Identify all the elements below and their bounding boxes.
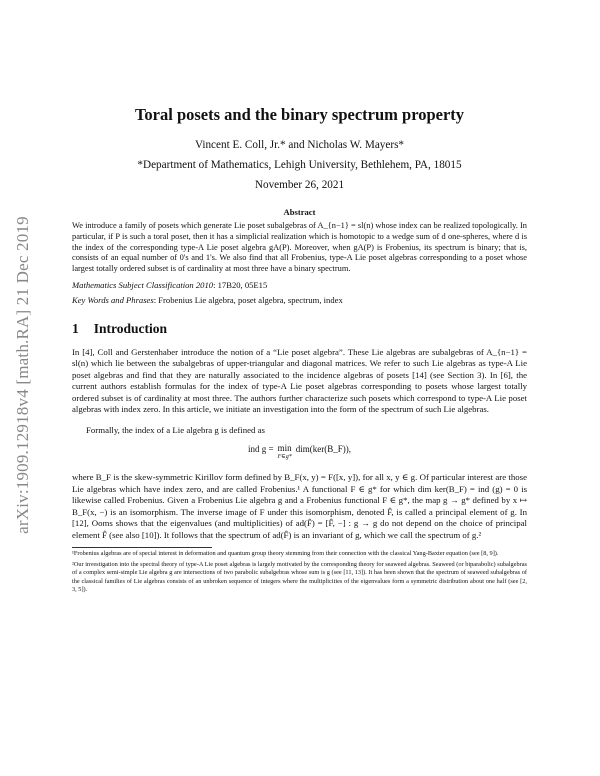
msc-label: Mathematics Subject Classification 2010	[72, 279, 214, 290]
footnote-2: ²Our investigation into the spectral theory of type-A Lie poset algebras is largely motivated by the corresponding theory for seaweed algebras. Seaweed (or biparabolic) subalgebras of a complex semi-simple Lie algebra g are intersections of two parabolic subalgebras whose sum is g (see [11, 13]). It has been shown that the spectrum of seaweed subalgebras of the classical families of Lie algebras consists of an unbroken sequence of integers where the multiplicities of the eigenvalues form a symmetric distribution about one half (see [2, 3, 5]).	[72, 560, 527, 594]
keywords-line	[72, 295, 527, 305]
equation-rhs: dim(ker(B_F)),	[295, 444, 351, 455]
author-list: Vincent E. Coll, Jr.* and Nicholas W. Mayers*	[194, 139, 405, 151]
paper-title: Toral posets and the binary spectrum property	[134, 105, 465, 124]
section-number: 1	[72, 320, 79, 336]
intro-paragraph-3: where B_F is the skew-symmetric Kirillov form defined by B_F(x, y) = F([x, y]), for all x, y ∈ g. Of particular interest are those Lie algebras which have index zero, and are called Frobenius.¹ A functional F ∈ g* for which dim ker(B_F) = ind (g) = 0 is likewise called Frobenius. Given a Frobenius Lie algebra g and a Frobenius functional F ∈ g*, the map g → g* defined by x ↦ B_F(x, −) is an isomorphism. The inverse image of F under this isomorphism, denoted F̂, is called a principal element of g. In [12], Ooms shows that the eigenvalues (and multiplicities) of ad(F̂) = [F̂, −] : g → g do not depend on the choice of principal element F̂ (see also [10]). It follows that the spectrum of ad(F̂) is an invariant of g, which we call the spectrum of g.²	[72, 472, 527, 540]
intro-paragraph-1: In [4], Coll and Gerstenhaber introduce the notion of a “Lie poset algebra”. These Lie algebras are subalgebras of A_{n−1} = sl(n) which lie between the subalgebras of upper-triangular and diagonal matrices. We refer to such Lie algebras as type-A Lie poset algebras and find that they are naturally associated to the incidence algebras of posets [14] (see Section 3). In [6], the current authors establish formulas for the index of type-A Lie poset algebras corresponding to posets whose largest totally ordered subset is of cardinality at most three. The authors further characterize such posets which correspond to type-A Lie poset algebras with index zero. In this article, we initiate an investigation into the form of the spectrum of such Lie algebras.	[72, 346, 527, 415]
equation-operator: min	[277, 443, 292, 454]
keywords-value: : Frobenius Lie algebra, poset algebra, spectrum, index	[153, 294, 343, 305]
section-heading	[72, 321, 527, 337]
abstract-heading: Abstract	[283, 207, 316, 217]
arxiv-identifier	[10, 175, 36, 575]
msc-line	[72, 280, 527, 290]
index-equation	[72, 444, 527, 470]
section-title: Introduction	[93, 320, 168, 336]
equation-min-operator	[278, 444, 292, 462]
equation-subscript: F∈g*	[277, 454, 292, 461]
keywords-label: Key Words and Phrases	[72, 294, 154, 305]
msc-value: : 17B20, 05E15	[213, 279, 268, 290]
abstract-text: We introduce a family of posets which generate Lie poset subalgebras of A_{n−1} = sl(n) whose index can be realized topologically. In particular, if P is such a toral poset, then it has a simplicial realization which is homotopic to a wedge sum of d one-spheres, where d is the index of the corresponding type-A Lie poset algebra gA(P). Moreover, when gA(P) is Frobenius, its spectrum is binary; that is, consists of an equal number of 0's and 1's. We also find that all Frobenius, type-A Lie poset algebras corresponding to a poset whose largest totally ordered subset is of cardinality at most three have a binary spectrum.	[72, 221, 527, 274]
footnote-1: ¹Frobenius algebras are of special interest in deformation and quantum group theory stemming from their connection with the classical Yang-Baxter equation (see [8, 9]).	[72, 550, 499, 558]
arxiv-stamp-text: arXiv:1909.12918v4 [math.RA] 21 Dec 2019	[13, 216, 33, 534]
equation-lhs: ind g =	[248, 444, 274, 455]
paper-page	[72, 105, 527, 595]
intro-paragraph-2: Formally, the index of a Lie algebra g is defined as	[86, 424, 265, 435]
author-affiliation: *Department of Mathematics, Lehigh University, Bethlehem, PA, 18015	[137, 159, 462, 171]
footnote-rule	[72, 547, 212, 548]
publication-date: November 26, 2021	[254, 179, 345, 191]
